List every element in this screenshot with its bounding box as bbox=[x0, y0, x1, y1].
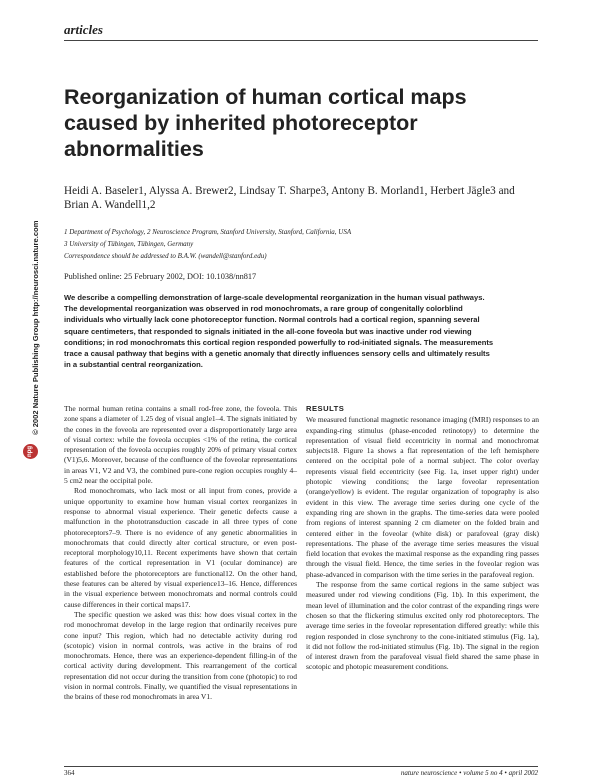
results-heading: RESULTS bbox=[306, 404, 345, 413]
article-title: Reorganization of human cortical maps caused by inherited photoreceptor abnormalities bbox=[64, 85, 467, 161]
body-paragraph: The specific question we asked was this: how does visual cortex in the rod monochromat develop in the large region that ordinarily receives pure cone input? This region, which had no detectable activity during rod (scotopic) vision in normal controls, was active in the brains of rod monochromats. Hence, there was an experience-dependent filling-in of the cortical activity during development. This rearrangement of the cortical representation did not occur during the transition from cone (photopic) to rod vision in normal controls. Finally, we quantified the visual representations in the brains of these rod monochromats in area V1. bbox=[64, 609, 297, 702]
author-list: Heidi A. Baseler1, Alyssa A. Brewer2, Lindsay T. Sharpe3, Antony B. Morland1, Herbert Jägle3 and Brian A. Wandell1,2 bbox=[64, 185, 515, 211]
body-column-right bbox=[306, 404, 539, 673]
journal-citation: nature neuroscience • volume 5 no 4 • april 2002 bbox=[400, 769, 538, 777]
publication-info: Published online: 25 February 2002, DOI: 10.1038/nn817 bbox=[64, 272, 257, 281]
npg-logo: npg bbox=[23, 444, 38, 459]
body-paragraph: The response from the same cortical regions in the same subject was measured under rod viewing conditions (Fig. 1b). In this experiment, the mean level of illumination and the color contrast of the expanding rings were chosen so that the flickering stimulus excited only rod photoreceptors. The average time series in the foveolar representation differed greatly: while this region responded in close synchrony to the cone-initiated stimulus (Fig. 1a), it did not follow the rod-initiated stimulus (Fig. 1b). The signal in the region of interest drawn from the parafoveal visual field shared the same phase in scotopic and photopic measurement conditions. bbox=[306, 580, 539, 672]
copyright-sidebar: © 2002 Nature Publishing Group http://neurosci.nature.com bbox=[31, 220, 40, 435]
abstract: We describe a compelling demonstration of large-scale developmental reorganization in the human visual pathways. The developmental reorganization was observed in rod monochromats, a rare group of congenitally colorblind individuals who virtually lack cone photoreceptor function. Normal controls had a cortical region, spanning several square centimeters, that responded to signals initiated in the all-cone foveola but was inactive under rod viewing conditions; in rod monochromats this cortical region responded powerfully to rod-initiated signals. The measurements trace a causal pathway that begins with a genetic anomaly that directly influences sensory cells and ultimately results in a substantial central reorganization. bbox=[64, 293, 494, 370]
correspondence: Correspondence should be addressed to B.A.W. (wandell@stanford.edu) bbox=[64, 252, 267, 260]
body-paragraph: The normal human retina contains a small rod-free zone, the foveola. This zone spans a diameter of 1.25 deg of visual angle1–4. The signals initiated by the cones in the foveola are represented over a disproportionately large area of visual cortex: while the foveola occupies <1% of the retina, the cortical representation of the foveola occupies roughly 20% of primary visual cortex (V1)5,6. Moreover, because of the confluence of the foveolar representations in areas V1, V2 and V3, the combined pure-cone region occupies roughly 4–5 cm2 near the occipital pole. bbox=[64, 404, 297, 486]
page-number: 364 bbox=[64, 769, 75, 777]
header-rule bbox=[64, 40, 538, 41]
affiliation-line-2: 3 University of Tübingen, Tübingen, Germany bbox=[64, 240, 194, 248]
affiliations bbox=[64, 226, 534, 262]
body-paragraph: We measured functional magnetic resonance imaging (fMRI) responses to an expanding-ring stimulus (phase-encoded retinotopy) to determine the representation of visual field eccentricity in normal and monochromat subjects18. Figure 1a shows a flat representation of the left hemisphere centered on the occipital pole of a normal subject. The color overlay represents visual field eccentricity (see Fig. 1a, inset upper right) under photopic viewing conditions; the large foveolar representation (orange/yellow) is evident. The regular organization of topography is also evident in this view. The average time series during one cycle of the expanding ring are shown in the graphs. The time-series data were pooled from regions of interest spanning 2 cm diameter on the folded brain and centered either in the foveolar (white disk) or parafoveal (gray disk) representations. The phase of the average time series measures the visual field location that evokes the maximal response as the expanding ring passes through the visual field. Hence, the time series in the foveolar region was phase-advanced in comparison with the time series in the parafoveal region. bbox=[306, 415, 539, 579]
section-label: articles bbox=[64, 22, 103, 37]
footer-rule bbox=[64, 766, 538, 767]
body-paragraph: Rod monochromats, who lack most or all input from cones, provide a unique opportunity to examine how human visual cortex reorganizes in response to abnormal visual experience. Their genetic defects cause a malfunction in the phototransduction cascade in all three types of cone photoreceptors7–9. There is no evidence of any genetic abnormalities in monochromats that could directly alter cortical structure, or even post-receptoral morphology10,11. Recent experiments have shown that certain features of the cortical representation in V1 (ocular dominance) are established before the photoreceptors are functional12. On the other hand, these features can be altered by visual experience13–16. Hence, differences in the visual experience between monochromats and normal controls could cause differences in their cortical maps17. bbox=[64, 486, 297, 609]
body-column-left bbox=[64, 404, 297, 703]
affiliation-line-1: 1 Department of Psychology, 2 Neuroscience Program, Stanford University, Stanford, California, USA bbox=[64, 228, 352, 236]
